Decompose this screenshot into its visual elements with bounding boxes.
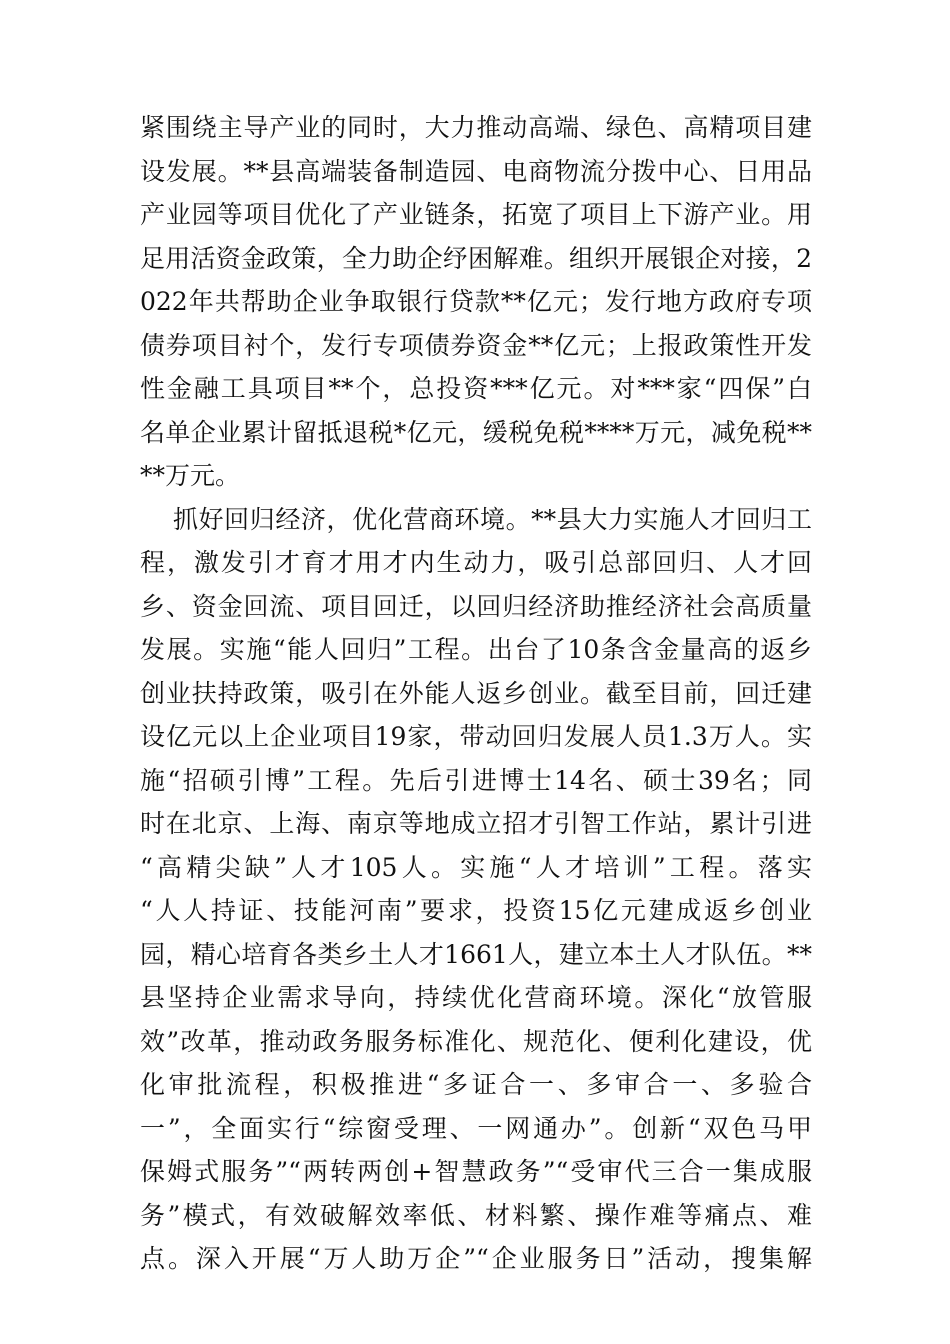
text-line: 发展。实施“能人回归”工程。出台了10条含金量高的返乡 [140,635,812,664]
text-line: 务”模式，有效破解效率低、材料繁、操作难等痛点、难 [140,1200,812,1230]
text-line: 时在北京、上海、南京等地成立招才引智工作站，累计引进 [140,809,812,838]
text-line: 性金融工具项目**个，总投资***亿元。对***家“四保”白 [140,374,812,403]
text-line: 园，精心培育各类乡土人才1661人，建立本土人才队伍。** [140,939,812,969]
text-line: 足用活资金政策，全力助企纾困解难。组织开展银企对接，2 [140,243,812,273]
text-line: 022年共帮助企业争取银行贷款**亿元；发行地方政府专项 [140,287,812,316]
text-line: 创业扶持政策，吸引在外能人返乡创业。截至目前，回迁建 [140,678,812,708]
text-line: 名单企业累计留抵退税*亿元，缓税免税****万元，减免税** [140,417,812,447]
text-line: “人人持证、技能河南”要求，投资15亿元建成返乡创业 [140,896,812,925]
text-line: “高精尖缺”人才105人。实施“人才培训”工程。落实 [140,852,812,882]
paragraph-2 [140,498,812,1281]
text-line: 设亿元以上企业项目19家，带动回归发展人员1.3万人。实 [140,722,812,751]
text-line: 效”改革，推动政务服务标准化、规范化、便利化建设，优 [140,1026,812,1056]
text-line: 点。深入开展“万人助万企”“企业服务日”活动，搜集解 [140,1244,812,1273]
paragraph-1 [140,106,812,498]
text-line: 产业园等项目优化了产业链条，拓宽了项目上下游产业。用 [140,200,812,229]
text-line: **万元。 [140,461,241,490]
text-line: 施“招硕引博”工程。先后引进博士14名、硕士39名；同 [140,765,812,795]
text-line: 债券项目衬个，发行专项债券资金**亿元；上报政策性开发 [140,330,812,360]
text-line: 县坚持企业需求导向，持续优化营商环境。深化“放管服 [140,983,812,1012]
document-page [140,106,812,1281]
text-line: 化审批流程，积极推进“多证合一、多审合一、多验合 [140,1070,812,1099]
text-line: 抓好回归经济，优化营商环境。**县大力实施人才回归工 [173,504,812,534]
text-line: 程，激发引才育才用才内生动力，吸引总部回归、人才回 [140,548,812,577]
text-line: 一”，全面实行“综窗受理、一网通办”。创新“双色马甲 [140,1113,812,1143]
text-line: 紧围绕主导产业的同时，大力推动高端、绿色、高精项目建 [140,113,812,142]
text-line: 设发展。**县高端装备制造园、电商物流分拨中心、日用品 [140,156,812,186]
text-line: 乡、资金回流、项目回迁，以回归经济助推经济社会高质量 [140,591,812,621]
text-line: 保姆式服务”“两转两创+智慧政务”“受审代三合一集成服 [140,1157,812,1186]
